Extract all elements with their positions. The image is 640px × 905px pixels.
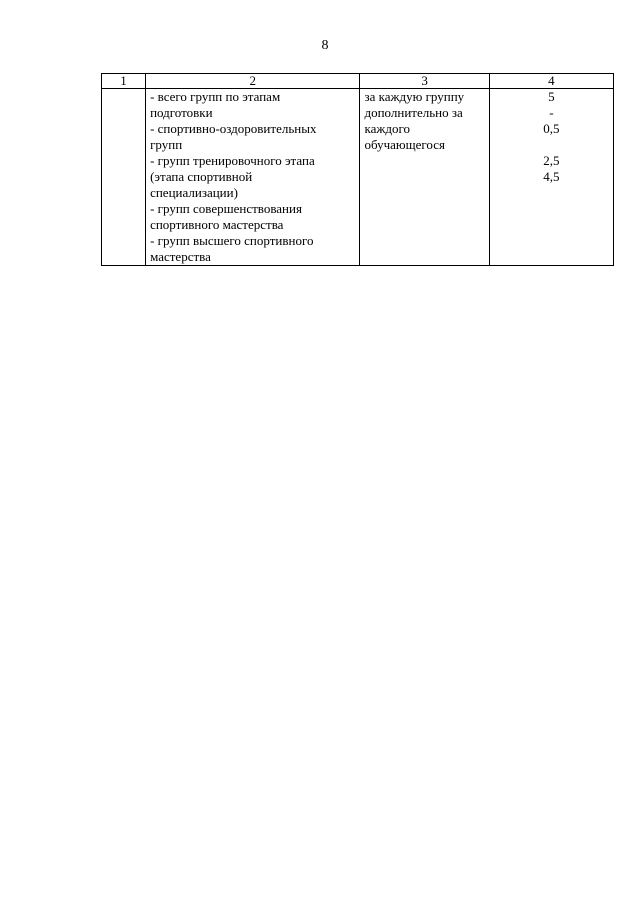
list-item-text: - всего групп по этапам подготовки bbox=[150, 89, 281, 120]
list-item-value: - bbox=[549, 105, 554, 120]
table-row bbox=[102, 89, 614, 266]
column-header-2: 2 bbox=[146, 74, 360, 89]
list-item-value: 2,5 bbox=[543, 153, 560, 168]
column-header-4: 4 bbox=[489, 74, 613, 89]
table-header-row bbox=[102, 74, 614, 89]
list-item-value: 0,5 bbox=[543, 121, 560, 136]
table-cell-col3 bbox=[360, 89, 489, 266]
column-header-1: 1 bbox=[102, 74, 146, 89]
list-item-text: - спортивно-оздоровительных групп bbox=[150, 121, 317, 152]
column-header-3: 3 bbox=[360, 74, 489, 89]
page-number: 8 bbox=[321, 38, 329, 53]
table-cell-col4 bbox=[489, 89, 613, 266]
list-item-text: - групп высшего спортивного мастерства bbox=[150, 233, 314, 264]
list-item-value: 5 bbox=[548, 89, 555, 104]
unit-description: за каждую группу дополнительно за каждого обучающегося bbox=[364, 89, 465, 152]
data-table bbox=[101, 73, 614, 266]
table-cell-col2 bbox=[146, 89, 360, 266]
list-item-text: - групп тренировочного этапа (этапа спортивной специализации) bbox=[150, 153, 315, 200]
table-cell-col1 bbox=[102, 89, 146, 266]
list-item-value: 4,5 bbox=[543, 169, 560, 184]
list-item-text: - групп совершенствования спортивного мастерства bbox=[150, 201, 302, 232]
